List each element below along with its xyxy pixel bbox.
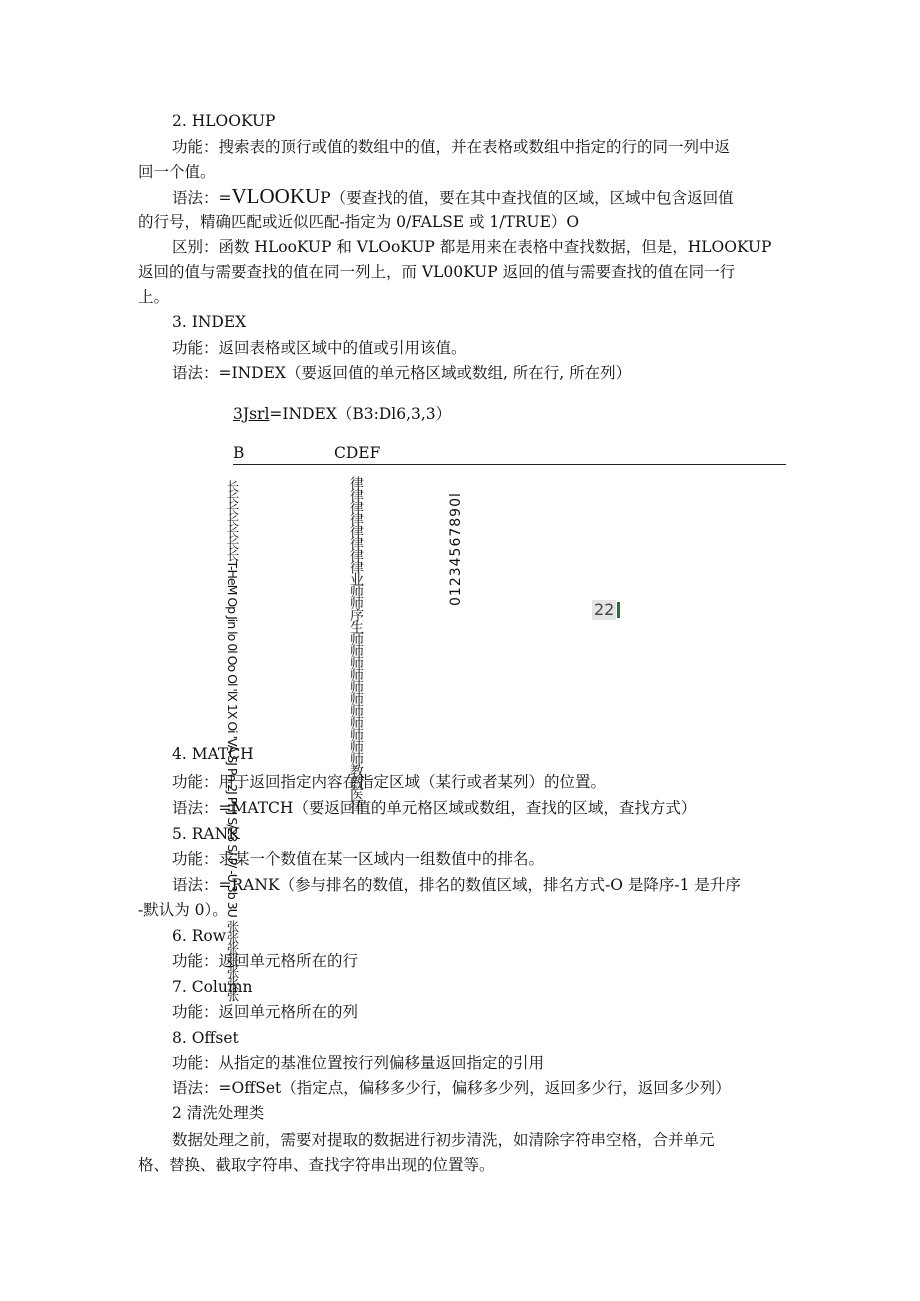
row-function: 功能：返回单元格所在的行 bbox=[172, 952, 359, 970]
hlookup-syntax-line2: 的行号，精确匹配或近似匹配-指定为 0/FALSE 或 1/TRUE）O bbox=[138, 213, 580, 231]
index-syntax: 语法：=INDEX（要返回值的单元格区域或数组, 所在行, 所在列） bbox=[172, 364, 632, 382]
section-offset-heading: 8. Offset bbox=[172, 1029, 239, 1047]
section-cleaning-heading: 2 清洗处理类 bbox=[172, 1104, 265, 1122]
example-column-c-digits: 01234567890l bbox=[448, 492, 464, 606]
section-rank-heading: 5. RANK bbox=[172, 825, 240, 843]
syntax-rest: P（要查找的值，要在其中查找值的区域，区域中包含返回值 bbox=[320, 189, 734, 207]
section-match-heading: 4. MATCH bbox=[172, 745, 254, 763]
offset-function: 功能：从指定的基准位置按行列偏移量返回指定的引用 bbox=[172, 1054, 545, 1072]
offset-syntax: 语法：=OffSet（指定点，偏移多少行，偏移多少列，返回多少行，返回多少列） bbox=[172, 1079, 731, 1097]
rank-syntax-line1: 语法：=RANK（参与排名的数值，排名的数值区域，排名方式-O 是降序-1 是升序 bbox=[172, 876, 741, 894]
hlookup-difference-line2: 返回的值与需要查找的值在同一列上，而 VL00KUP 返回的值与需要查找的值在同一行 bbox=[138, 263, 736, 281]
example-column-cdef-label: CDEF bbox=[334, 444, 381, 462]
section-column-heading: 7. Column bbox=[172, 978, 253, 996]
hlookup-function-line1: 功能：搜索表的顶行或值的数组中的值，并在表格或数组中指定的行的同一列中返 bbox=[172, 138, 731, 156]
example-header-divider bbox=[233, 464, 786, 465]
syntax-function-name: VLOOKU bbox=[231, 184, 321, 208]
rank-function: 功能：求某一个数值在某一区域内一组数值中的排名。 bbox=[172, 850, 545, 868]
syntax-prefix: 语法：= bbox=[172, 189, 232, 207]
match-function: 功能：用于返回指定内容在指定区域（某行或者某列）的位置。 bbox=[172, 773, 607, 791]
hlookup-difference-line1: 区别：函数 HLooKUP 和 VLOoKUP 都是用来在表格中查找数据，但是，HLOOKUP bbox=[172, 238, 772, 256]
section-index-heading: 3. INDEX bbox=[172, 313, 247, 331]
index-example-formula bbox=[233, 404, 451, 424]
rank-syntax-line2: -默认为 0）。 bbox=[138, 901, 228, 919]
example-column-a-garbled-text: 长长长长长长长T-HeM Op Jin lo 0l Oo Ol 'lX 1X Oi 'VA SJ Pn 2J PHJ S/23 S/ P/ -U 3b 3U 张张张张张张张 bbox=[225, 480, 240, 1001]
match-syntax: 语法：=MATCH（要返回值的单元格区域或数组，查找的区域，查找方式） bbox=[172, 799, 697, 817]
section-row-heading: 6. Row bbox=[172, 927, 226, 945]
example-result-cell: 22 bbox=[594, 600, 615, 619]
hlookup-difference-line3: 上。 bbox=[138, 288, 170, 306]
index-function: 功能：返回表格或区域中的值或引用该值。 bbox=[172, 339, 467, 357]
cleaning-body-line2: 格、替换、截取字符串、查找字符串出现的位置等。 bbox=[138, 1156, 495, 1174]
hlookup-function-line2: 回一个值。 bbox=[138, 163, 216, 181]
cleaning-body-line1: 数据处理之前，需要对提取的数据进行初步清洗，如清除字符串空格，合并单元 bbox=[172, 1131, 715, 1149]
section-hlookup-heading: 2. HLOOKUP bbox=[172, 112, 276, 130]
example-cell-reference: 3Jsrl bbox=[233, 405, 270, 423]
example-column-b-garbled-text: 律律律律律律律律业师师序生师师师师师师师师师师师教教医律 bbox=[348, 476, 364, 812]
example-column-b-label: B bbox=[233, 444, 245, 462]
column-function: 功能：返回单元格所在的列 bbox=[172, 1003, 359, 1021]
hlookup-syntax-line1 bbox=[172, 186, 734, 208]
example-formula-text: =INDEX（B3:Dl6,3,3） bbox=[269, 405, 452, 423]
